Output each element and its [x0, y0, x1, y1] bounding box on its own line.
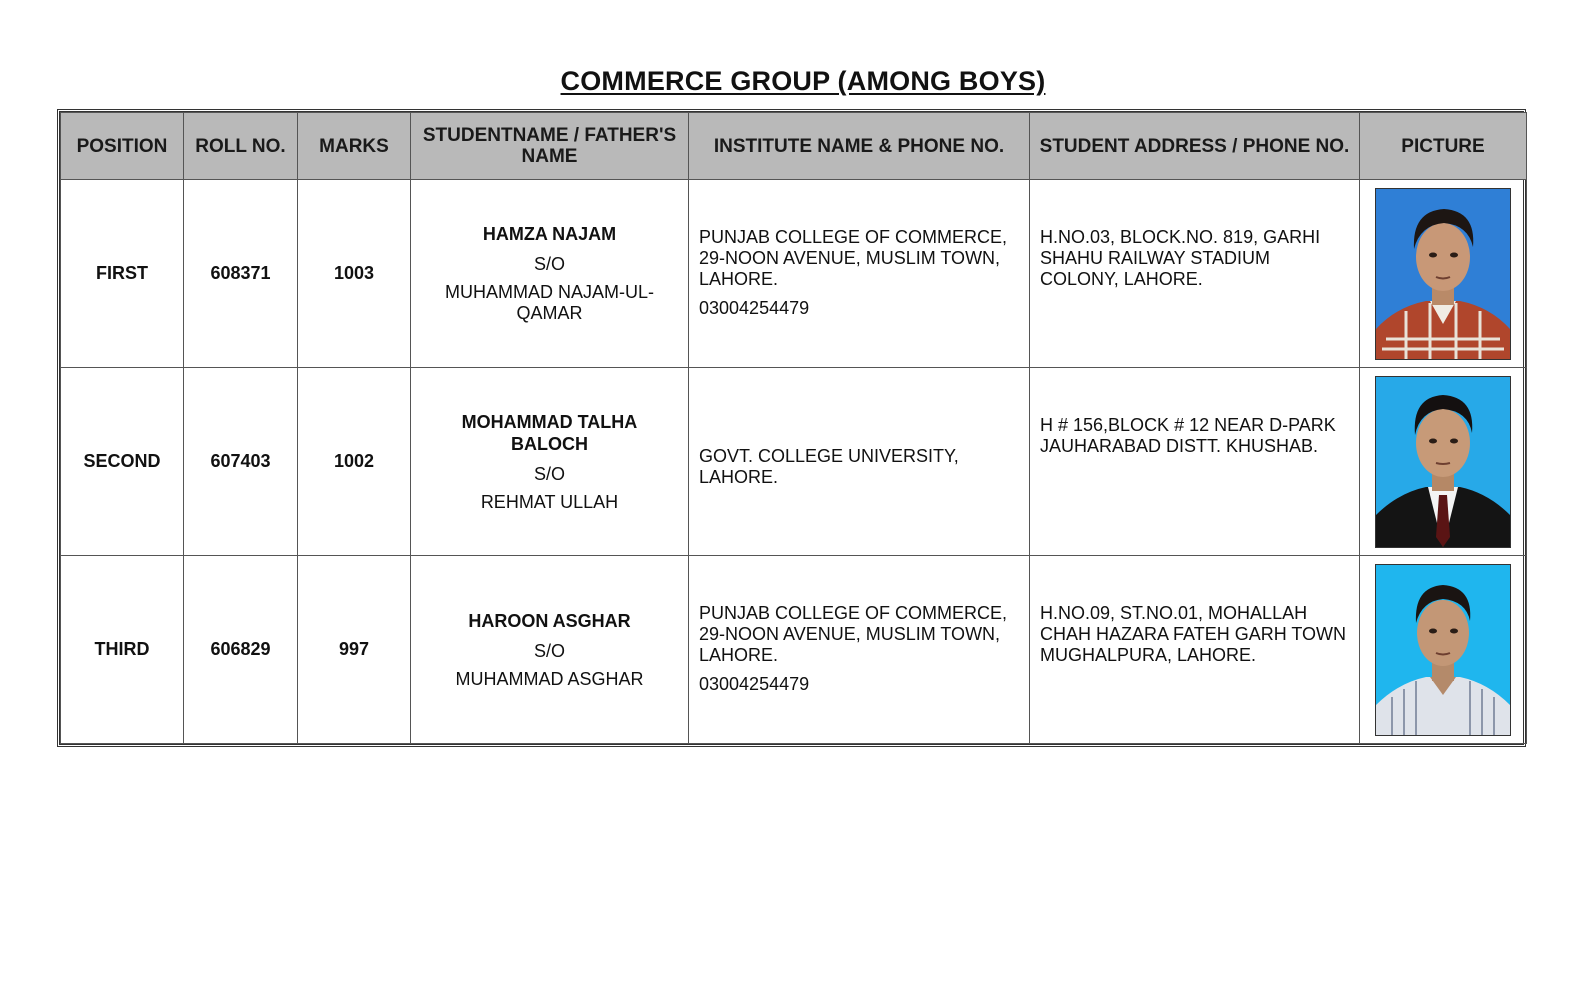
marks-cell: 997 [298, 556, 411, 744]
institute-cell [689, 180, 1030, 368]
picture-cell [1360, 180, 1527, 368]
header-marks: MARKS [298, 113, 411, 180]
address-cell: H.NO.03, BLOCK.NO. 819, GARHI SHAHU RAILWAY STADIUM COLONY, LAHORE. [1030, 180, 1360, 368]
father-name: MUHAMMAD ASGHAR [455, 668, 644, 689]
student-photo-striped-shirt-icon [1376, 565, 1510, 735]
address-cell: H # 156,BLOCK # 12 NEAR D-PARK JAUHARABAD DISTT. KHUSHAB. [1030, 368, 1360, 556]
student-photo [1375, 376, 1511, 548]
table-header-row [61, 113, 1527, 180]
table-row [61, 556, 1527, 744]
document-title: COMMERCE GROUP (AMONG BOYS) [560, 66, 1046, 96]
institute-name: PUNJAB COLLEGE OF COMMERCE, 29-NOON AVENUE, MUSLIM TOWN, LAHORE. [699, 603, 1008, 665]
relation-label: S/O [533, 463, 565, 484]
roll-no-cell: 606829 [184, 556, 298, 744]
results-table-frame [57, 109, 1526, 747]
institute-cell [689, 556, 1030, 744]
institute-phone: 03004254479 [699, 674, 810, 694]
student-name: HAROON ASGHAR [468, 610, 631, 631]
institute-phone: 03004254479 [699, 298, 810, 318]
institute-name: GOVT. COLLEGE UNIVERSITY, LAHORE. [699, 445, 959, 487]
header-student-name: STUDENTNAME / FATHER'S NAME [411, 113, 689, 180]
student-name: HAMZA NAJAM [482, 224, 617, 244]
results-table [60, 112, 1527, 744]
picture-cell [1360, 368, 1527, 556]
institute-name: PUNJAB COLLEGE OF COMMERCE, 29-NOON AVENUE, MUSLIM TOWN, LAHORE. [699, 227, 1008, 289]
father-name: REHMAT ULLAH [480, 491, 619, 512]
student-name-cell [411, 556, 689, 744]
header-picture: PICTURE [1360, 113, 1527, 180]
marks-cell: 1003 [298, 180, 411, 368]
table-row [61, 368, 1527, 556]
header-position: POSITION [61, 113, 184, 180]
roll-no-cell: 607403 [184, 368, 298, 556]
table-row [61, 180, 1527, 368]
address-cell: H.NO.09, ST.NO.01, MOHALLAH CHAH HAZARA FATEH GARH TOWN MUGHALPURA, LAHORE. [1030, 556, 1360, 744]
student-photo-plaid-shirt-icon [1376, 189, 1510, 359]
student-photo [1375, 188, 1511, 360]
marks-cell: 1002 [298, 368, 411, 556]
student-name: MOHAMMAD TALHA BALOCH [461, 411, 638, 454]
roll-no-cell: 608371 [184, 180, 298, 368]
header-institute: INSTITUTE NAME & PHONE NO. [689, 113, 1030, 180]
relation-label: S/O [533, 640, 565, 661]
picture-cell [1360, 556, 1527, 744]
header-roll-no: ROLL NO. [184, 113, 298, 180]
position-cell: THIRD [61, 556, 184, 744]
student-photo [1375, 564, 1511, 736]
student-photo-suit-icon [1376, 377, 1510, 547]
position-cell: SECOND [61, 368, 184, 556]
institute-cell [689, 368, 1030, 556]
header-address: STUDENT ADDRESS / PHONE NO. [1030, 113, 1360, 180]
student-name-cell [411, 180, 689, 368]
relation-label: S/O [533, 254, 565, 274]
father-name: MUHAMMAD NAJAM-UL-QAMAR [445, 282, 654, 323]
student-name-cell [411, 368, 689, 556]
position-cell: FIRST [61, 180, 184, 368]
